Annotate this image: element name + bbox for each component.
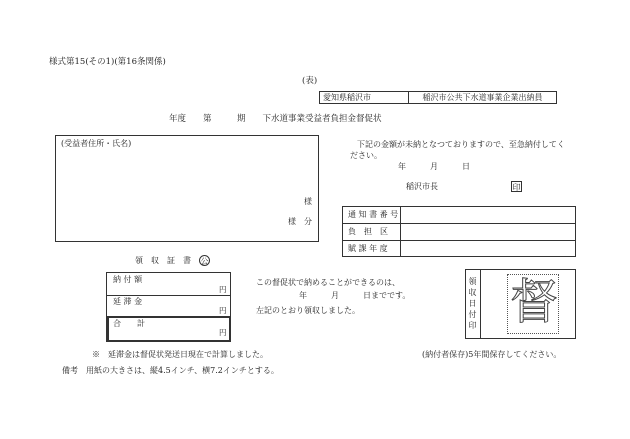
receipt-date-stamp-label: 領収日付印 <box>468 277 477 330</box>
total-emphasis-border <box>107 316 231 342</box>
issuer-officer: 稲沢市公共下水道事業企業出納員 <box>422 93 543 102</box>
assessment-year-label: 賦 課 年 度 <box>348 244 388 253</box>
issuer-city: 愛知県稲沢市 <box>320 92 409 103</box>
late-fee-label: 延 滞 金 <box>113 297 143 306</box>
payment-amount-unit: 円 <box>219 285 227 294</box>
receipt-title: 領 収 証 書 <box>135 256 191 265</box>
public-stamp: 公 <box>200 257 209 266</box>
payment-line1: この督促状で納めることができるのは、 <box>256 278 400 287</box>
form-side-label: (表) <box>302 76 318 86</box>
issuer-header-box <box>319 91 557 104</box>
late-fee-unit: 円 <box>219 306 227 315</box>
total-label: 合 計 <box>113 319 145 328</box>
addressee-label: (受益者住所・氏名) <box>61 139 132 148</box>
addressee-box <box>55 135 319 242</box>
notice-line1: 下記の金額が未納となつておりますので、至急納付してく <box>357 140 565 149</box>
info-table-rule <box>343 223 575 224</box>
receipt-date-stamp-box <box>465 269 576 339</box>
received-statement: 左記のとおり領収しました。 <box>256 306 360 315</box>
receipt-rule <box>107 295 230 296</box>
late-fee-note: ※ 延滞金は督促状発送日現在で計算しました。 <box>92 350 268 359</box>
notice-number-label: 通 知 書 番 号 <box>348 210 399 219</box>
mayor-name: 稲沢市長 <box>406 182 438 191</box>
info-table-rule <box>343 240 575 241</box>
burden-district-label: 負 担 区 <box>348 227 388 236</box>
notice-line2: ださい。 <box>350 151 382 160</box>
info-table <box>342 206 576 257</box>
stamp-box-divider <box>480 270 481 338</box>
retention-note: (納付者保存)5年間保存してください。 <box>422 350 562 359</box>
info-table-divider <box>400 207 401 256</box>
form-number: 様式第15(その1)(第16条関係) <box>49 57 166 67</box>
addressee-honorific: 様 <box>304 197 312 206</box>
notice-date: 年 月 日 <box>398 162 470 171</box>
paper-size-remark: 備考 用紙の大きさは、縦4.5インチ、横7.2インチとする。 <box>62 366 279 375</box>
demand-stamp-mark: 督 <box>510 274 559 330</box>
total-unit: 円 <box>219 328 227 337</box>
payment-amount-label: 納 付 額 <box>113 275 143 284</box>
payment-deadline: 年 月 日までです。 <box>299 291 411 300</box>
mayor-seal: 印 <box>512 183 521 192</box>
form-title: 年度 第 期 下水道事業受益者負担金督促状 <box>169 114 382 124</box>
addressee-section: 様 分 <box>288 217 312 226</box>
